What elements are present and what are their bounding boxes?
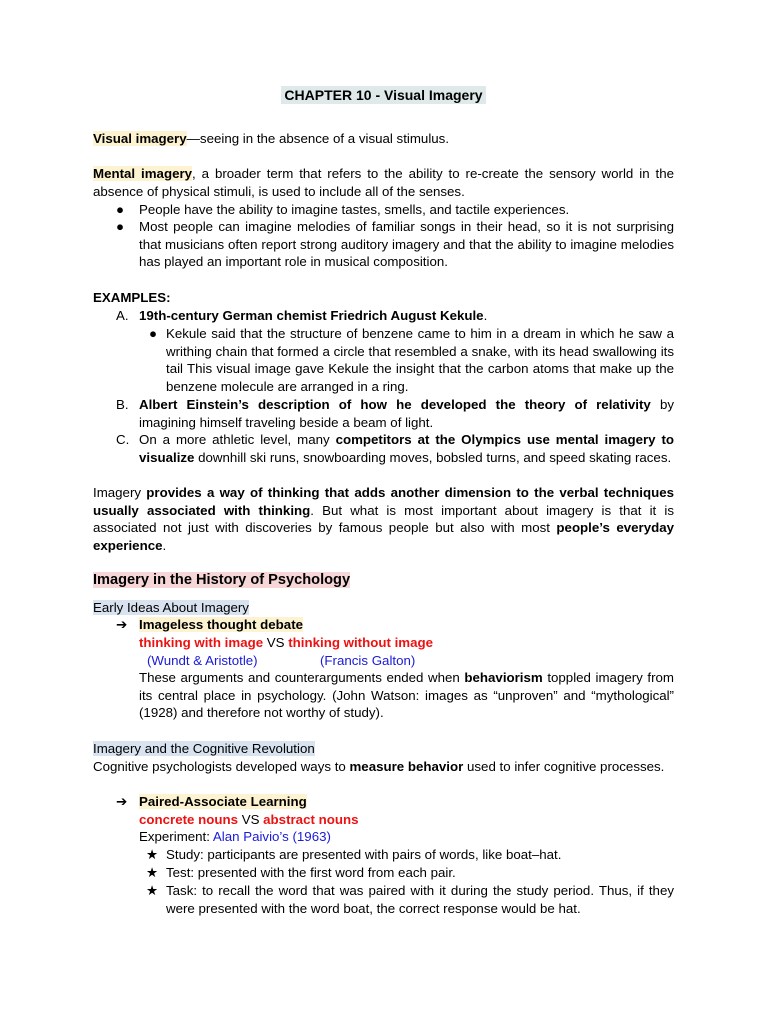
left-names: (Wundt & Aristotle) — [147, 653, 258, 668]
list-marker-b: B. — [116, 397, 129, 412]
cognitive-paragraph: Cognitive psychologists developed ways to measure behavior used to infer cognitive processes. — [93, 759, 665, 774]
arrow-icon: ➔ — [116, 617, 128, 632]
visual-imagery-definition: Visual imagery—seeing in the absence of a visual stimulus. — [93, 131, 450, 146]
chapter-title: CHAPTER 10 - Visual Imagery — [93, 87, 674, 103]
bullet-marker: ● — [149, 326, 158, 341]
list-marker-c: C. — [116, 432, 130, 447]
nouns-comparison: concrete nouns VS abstract nouns — [139, 812, 359, 827]
debate-comparison: thinking with image VS thinking without image — [139, 635, 434, 650]
star-item-study: Study: participants are presented with pairs of words, like boat–hat. — [166, 847, 562, 862]
examples-label: EXAMPLES: — [93, 290, 171, 305]
bullet-marker: ● — [116, 202, 125, 217]
behaviorism-paragraph: These arguments and counterarguments ended when behaviorism toppled imagery from its central place in psychology. (John Watson: images as “unproven” and “mythological” (1928) and therefore not worthy of study). — [139, 670, 674, 721]
bullet-item-melodies: Most people can imagine melodies of familiar songs in their head, so it is not surprising that musicians often report strong auditory imagery and that the ability to imagine melodies has played an important role in musical composition. — [139, 219, 674, 270]
cognitive-revolution-heading: Imagery and the Cognitive Revolution — [93, 741, 315, 756]
bullet-item-tastes: People have the ability to imagine tastes, smells, and tactile experiences. — [139, 202, 570, 217]
section-heading: Imagery in the History of Psychology — [93, 572, 351, 588]
star-icon: ★ — [146, 847, 158, 862]
example-a-detail: Kekule said that the structure of benzene came to him in a dream in which he saw a writhing chain that formed a circle that resembled a snake, with its head swallowing its tail This visual image gave Kekule the insight that the carbon atoms that make up the benzene molecule are arranged in a ring. — [166, 326, 674, 395]
star-icon: ★ — [146, 883, 158, 898]
list-marker-a: A. — [116, 308, 129, 323]
paired-associate-item: Paired-Associate Learning — [139, 794, 307, 809]
example-a: 19th-century German chemist Friedrich August Kekule. — [139, 308, 488, 323]
star-icon: ★ — [146, 865, 158, 880]
example-c: On a more athletic level, many competitors at the Olympics use mental imagery to visualize downhill ski runs, snowboarding moves, bobsled turns, and speed skating races. — [139, 432, 674, 465]
star-item-test: Test: presented with the first word from each pair. — [166, 865, 456, 880]
experiment-line: Experiment: Alan Paivio’s (1963) — [139, 829, 331, 844]
early-ideas-heading: Early Ideas About Imagery — [93, 600, 249, 615]
imagery-paragraph: Imagery provides a way of thinking that adds another dimension to the verbal techniques usually associated with thinking. But what is most important about imagery is that it is associated not just with discoveries by famous people but also with most people’s everyday experience. — [93, 485, 675, 554]
bullet-marker: ● — [116, 219, 125, 234]
imageless-thought-item: Imageless thought debate — [139, 617, 304, 632]
star-item-task: Task: to recall the word that was paired with it during the study period. Thus, if they were presented with the word boat, the correct response would be hat. — [166, 883, 674, 916]
arrow-icon: ➔ — [116, 794, 128, 809]
right-names: (Francis Galton) — [320, 653, 416, 668]
example-b: Albert Einstein’s description of how he developed the theory of relativity by imagining himself traveling beside a beam of light. — [139, 397, 674, 430]
mental-imagery-definition: Mental imagery, a broader term that refers to the ability to re-create the sensory world in the absence of physical stimuli, is used to include all of the senses. — [93, 166, 674, 199]
